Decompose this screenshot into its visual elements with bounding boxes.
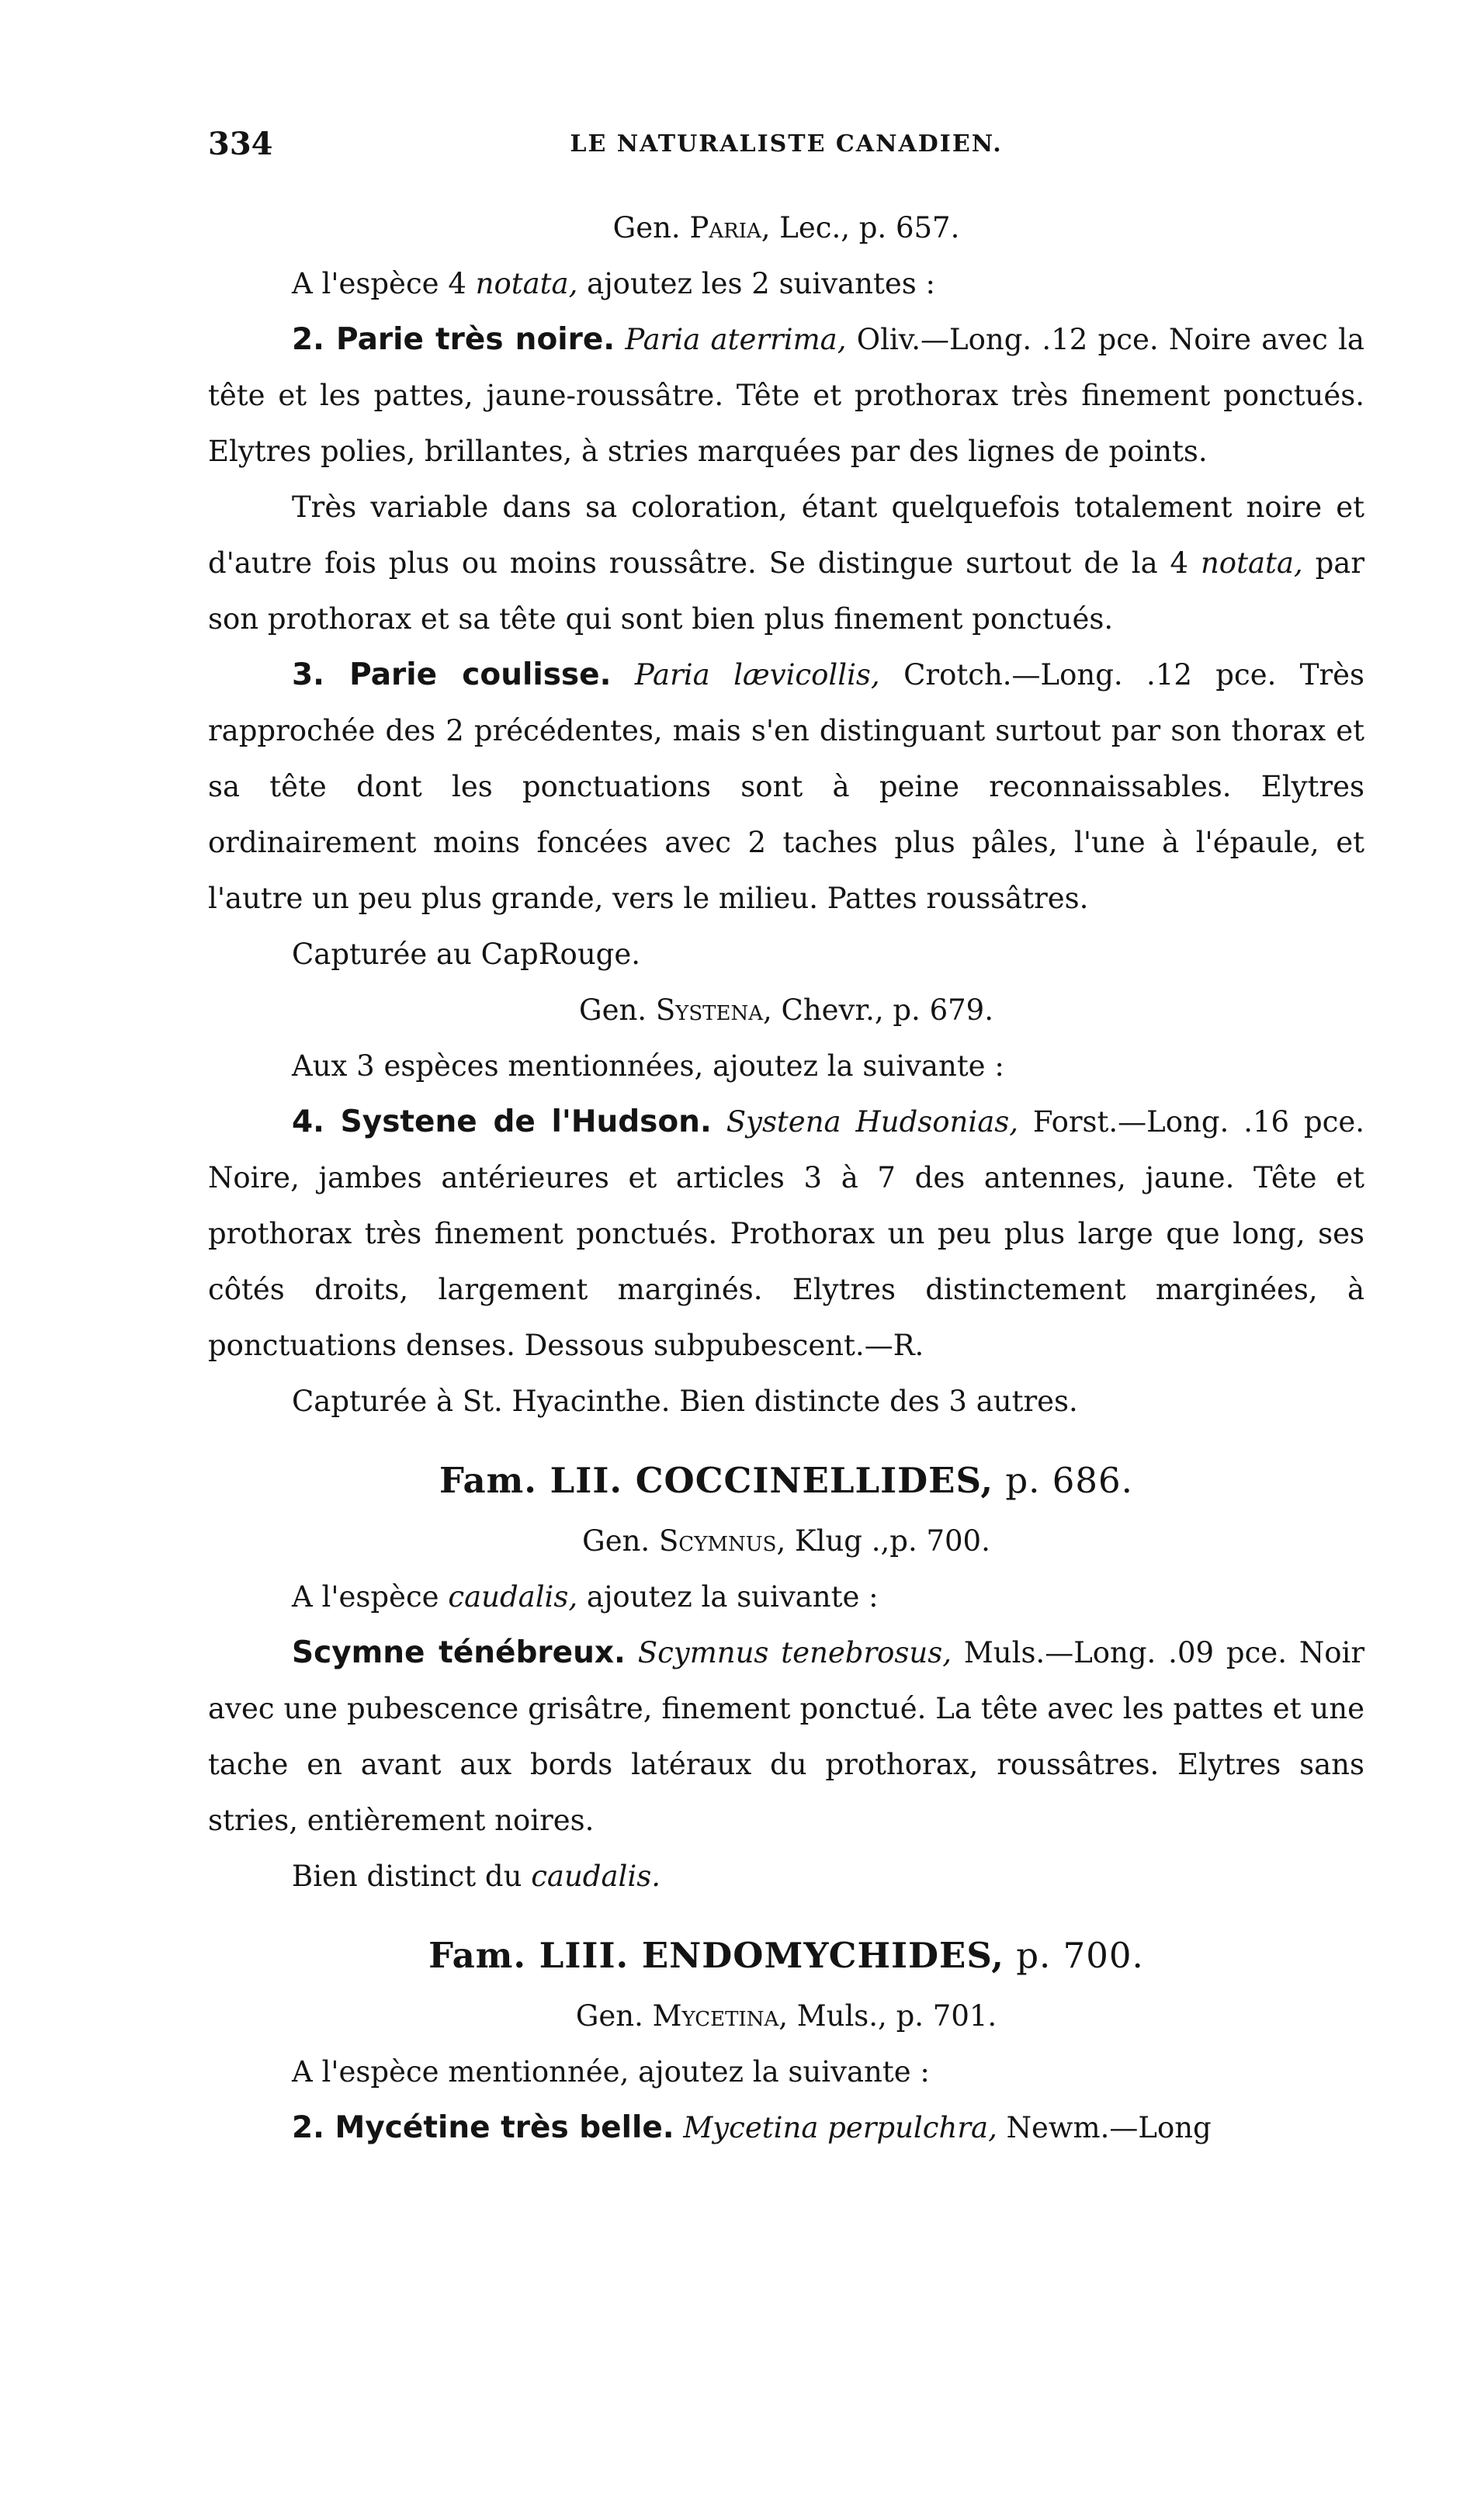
species-entry-systene-hudson: 4. Systene de l'Hudson. Systena Hudsonias, Forst.—Long. .16 pce. Noire, jambes antérieures et articles 3 à 7 des antennes, jaune. Tête et prothorax très finement ponctués. Prothorax un peu plus large que long, ses côtés droits, largement marginés. Elytres distinctement marginées, à ponctuations denses. Dessous subpubescent.—R.: [208, 1104, 1365, 1362]
species-entry-mycetine-tres-belle: 2. Mycétine très belle. Mycetina perpulchra, Newm.—Long: [292, 2110, 1212, 2145]
species-latin: Paria aterrima,: [625, 323, 847, 356]
genus-heading-systena: Gen. Systena, Chevr., p. 679.: [579, 993, 993, 1027]
capture-note: Capturée à St. Hyacinthe. Bien distincte des 3 autres.: [292, 1385, 1078, 1418]
species-latin: Paria lævicollis,: [634, 658, 880, 692]
intro-paria: A l'espèce 4 notata, ajoutez les 2 suivantes :: [292, 267, 935, 300]
distinct-note: Bien distinct du caudalis.: [292, 1860, 661, 1893]
journal-title: LE NATURALISTE CANADIEN.: [570, 130, 1003, 158]
species-name: Scymne ténébreux.: [292, 1635, 626, 1670]
genus-heading-scymnus: Gen. Scymnus, Klug .,p. 700.: [582, 1524, 990, 1558]
species-latin: Mycetina perpulchra,: [683, 2111, 997, 2144]
family-heading-coccinellides: Fam. LII. COCCINELLIDES, p. 686.: [439, 1460, 1133, 1501]
species-note-paragraph: Très variable dans sa coloration, étant quelquefois totalement noire et d'autre fois plus ou moins roussâtre. Se distingue surtout de la 4 notata, par son prothorax et sa tête qui sont bien plus finement ponctués.: [208, 491, 1365, 636]
species-entry-parie-tres-noire: 2. Parie très noire. Paria aterrima, Oliv.—Long. .12 pce. Noire avec la tête et les pattes, jaune-roussâtre. Tête et prothorax très finement ponctués. Elytres polies, brillantes, à stries marquées par des lignes de points.: [208, 322, 1364, 468]
family-heading-endomychides: Fam. LIII. ENDOMYCHIDES, p. 700.: [428, 1935, 1144, 1976]
species-name: 2. Mycétine très belle.: [292, 2110, 674, 2145]
species-entry-scymne-tenebreux: Scymne ténébreux. Scymnus tenebrosus, Muls.—Long. .09 pce. Noir avec une pubescence grisâtre, finement ponctué. La tête avec les pattes et une tache en avant aux bords latéraux du prothorax, roussâtres. Elytres sans stries, entièrement noires.: [208, 1635, 1365, 1837]
running-header: [208, 126, 1364, 165]
species-entry-parie-coulisse: 3. Parie coulisse. Paria lævicollis, Crotch.—Long. .12 pce. Très rapprochée des 2 précédentes, mais s'en distinguant surtout par son thorax et sa tête dont les ponctuations sont à peine reconnaissables. Elytres ordinairement moins foncées avec 2 taches plus pâles, l'une à l'épaule, et l'autre un peu plus grande, vers le milieu. Pattes roussâtres.: [208, 657, 1365, 915]
intro-systena: Aux 3 espèces mentionnées, ajoutez la suivante :: [292, 1049, 1004, 1083]
species-name: 4. Systene de l'Hudson.: [292, 1104, 712, 1139]
species-latin: Scymnus tenebrosus,: [637, 1636, 952, 1669]
genus-heading-mycetina: Gen. Mycetina, Muls., p. 701.: [575, 1999, 997, 2033]
page-body: [208, 200, 1364, 2156]
species-latin: Systena Hudsonias,: [726, 1105, 1019, 1139]
page-number: 334: [208, 126, 273, 162]
species-name: 3. Parie coulisse.: [292, 657, 612, 692]
intro-mycetina: A l'espèce mentionnée, ajoutez la suivante :: [292, 2055, 930, 2089]
genus-heading-paria: Gen. Paria, Lec., p. 657.: [612, 211, 960, 244]
intro-scymnus: A l'espèce caudalis, ajoutez la suivante :: [292, 1580, 879, 1614]
capture-note: Capturée au CapRouge.: [292, 938, 641, 971]
species-name: 2. Parie très noire.: [292, 322, 615, 357]
